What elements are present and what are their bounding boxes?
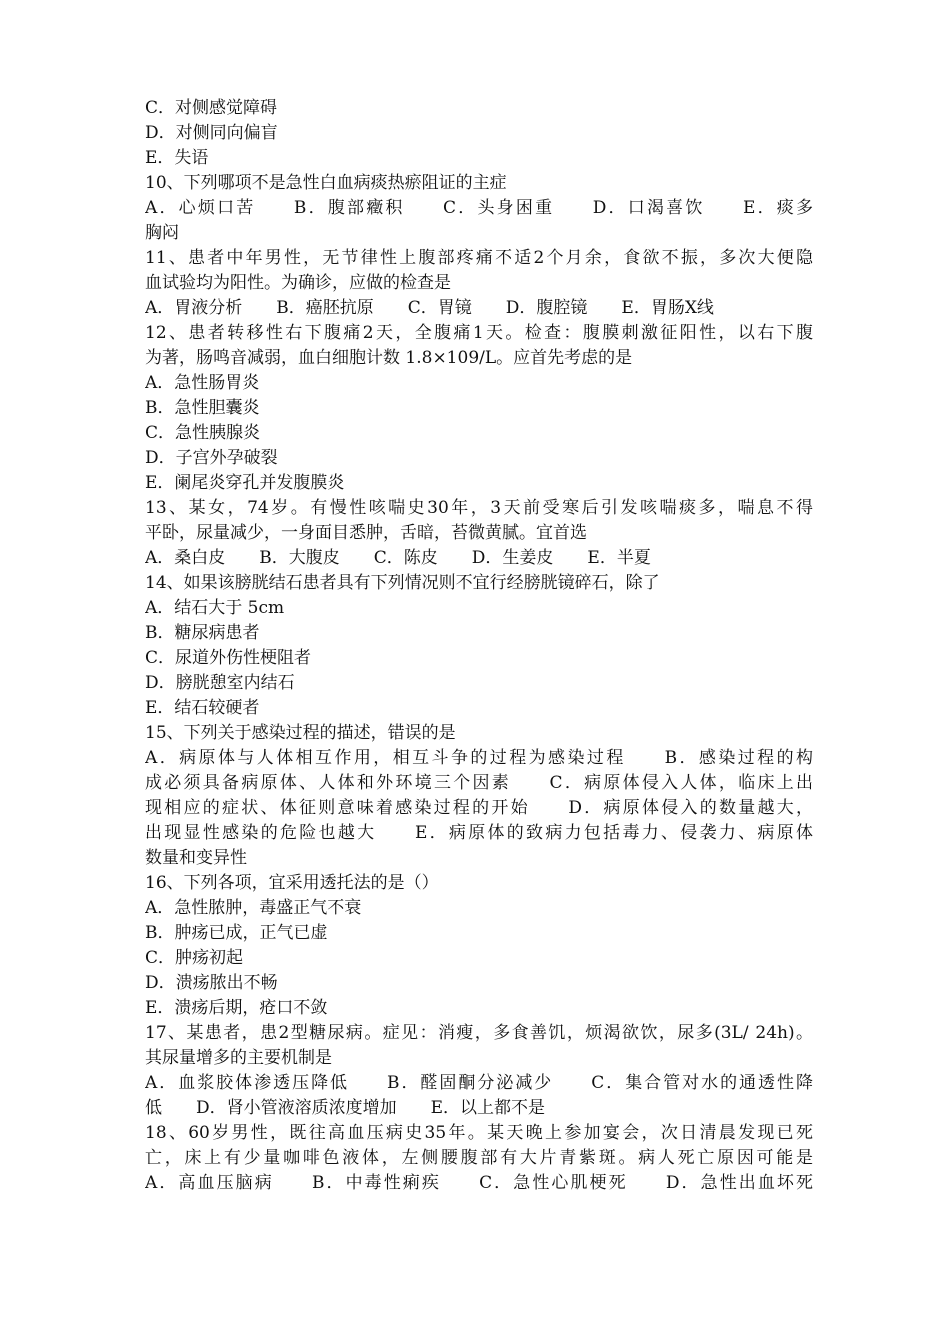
- text-line: B．急性胆囊炎: [145, 398, 260, 418]
- text-line: E．结石较硬者: [145, 698, 260, 718]
- text-line: A．血浆胶体渗透压降低 B．醛固酮分泌减少 C．集合管对水的通透性降: [145, 1073, 813, 1093]
- text-line: 现相应的症状、体征则意味着感染过程的开始 D．病原体侵入的数量越大，: [145, 798, 813, 818]
- text-line: 亡，床上有少量咖啡色液体，左侧腰腹部有大片青紫斑。病人死亡原因可能是: [145, 1148, 813, 1168]
- text-line: 为著，肠鸣音减弱，血白细胞计数 1.8×109/L。应首先考虑的是: [145, 348, 633, 368]
- text-line: 其尿量增多的主要机制是: [145, 1048, 332, 1068]
- text-line: C．对侧感觉障碍: [145, 98, 278, 118]
- question-stem: 17、某患者，患2型糖尿病。症见：消瘦，多食善饥，烦渴欲饮，尿多(3L/ 24h)。: [145, 1023, 813, 1043]
- text-line: E．阑尾炎穿孔并发腹膜炎: [145, 473, 345, 493]
- text-line: 出现显性感染的危险也越大 E．病原体的致病力包括毒力、侵袭力、病原体: [145, 823, 813, 843]
- text-line: C．肿疡初起: [145, 948, 244, 968]
- text-line: 低 D．肾小管液溶质浓度增加 E．以上都不是: [145, 1098, 546, 1118]
- question-stem: 14、如果该膀胱结石患者具有下列情况则不宜行经膀胱镜碎石，除了: [145, 573, 660, 593]
- text-line: A．急性肠胃炎: [145, 373, 260, 393]
- text-line: A．高血压脑病 B．中毒性痢疾 C．急性心肌梗死 D．急性出血坏死: [145, 1173, 813, 1193]
- text-line: A．结石大于 5cm: [145, 598, 285, 618]
- question-stem: 12、患者转移性右下腹痛2天，全腹痛1天。检查：腹膜刺激征阳性，以右下腹: [145, 323, 813, 343]
- document-page: [145, 96, 813, 1196]
- text-line: 成必须具备病原体、人体和外环境三个因素 C．病原体侵入人体，临床上出: [145, 773, 813, 793]
- text-line: A．胃液分析 B．癌胚抗原 C．胃镜 D．腹腔镜 E．胃肠X线: [145, 298, 714, 318]
- text-line: B．糖尿病患者: [145, 623, 260, 643]
- text-line: E．失语: [145, 148, 209, 168]
- text-line: 平卧，尿量减少，一身面目悉肿，舌暗，苔微黄腻。宜首选: [145, 523, 587, 543]
- text-line: D．溃疡脓出不畅: [145, 973, 278, 993]
- question-stem: 11、患者中年男性，无节律性上腹部疼痛不适2个月余，食欲不振，多次大便隐: [145, 248, 813, 268]
- text-line: A．病原体与人体相互作用，相互斗争的过程为感染过程 B．感染过程的构: [145, 748, 813, 768]
- text-line: D．对侧同向偏盲: [145, 123, 278, 143]
- text-line: C．急性胰腺炎: [145, 423, 261, 443]
- text-line: D．子宫外孕破裂: [145, 448, 278, 468]
- text-line: C．尿道外伤性梗阻者: [145, 648, 312, 668]
- text-line: 数量和变异性: [145, 848, 247, 868]
- question-stem: 18、60岁男性，既往高血压病史35年。某天晚上参加宴会，次日清晨发现已死: [145, 1123, 813, 1143]
- text-line: 胸闷: [145, 223, 179, 243]
- text-line: A．心烦口苦 B．腹部癥积 C．头身困重 D．口渴喜饮 E．痰多: [145, 198, 813, 218]
- text-line: D．膀胱憩室内结石: [145, 673, 295, 693]
- text-line: A．桑白皮 B．大腹皮 C．陈皮 D．生姜皮 E．半夏: [145, 548, 651, 568]
- question-stem: 15、下列关于感染过程的描述，错误的是: [145, 723, 456, 743]
- question-stem: 10、下列哪项不是急性白血病痰热瘀阻证的主症: [145, 173, 507, 193]
- text-line: A．急性脓肿，毒盛正气不衰: [145, 898, 362, 918]
- text-line: 血试验均为阳性。为确诊，应做的检查是: [145, 273, 451, 293]
- question-stem: 16、下列各项，宜采用透托法的是（）: [145, 873, 439, 893]
- text-line: E．溃疡后期，疮口不敛: [145, 998, 328, 1018]
- text-line: B．肿疡已成，正气已虚: [145, 923, 328, 943]
- question-stem: 13、某女，74岁。有慢性咳喘史30年，3天前受寒后引发咳喘痰多，喘息不得: [145, 498, 813, 518]
